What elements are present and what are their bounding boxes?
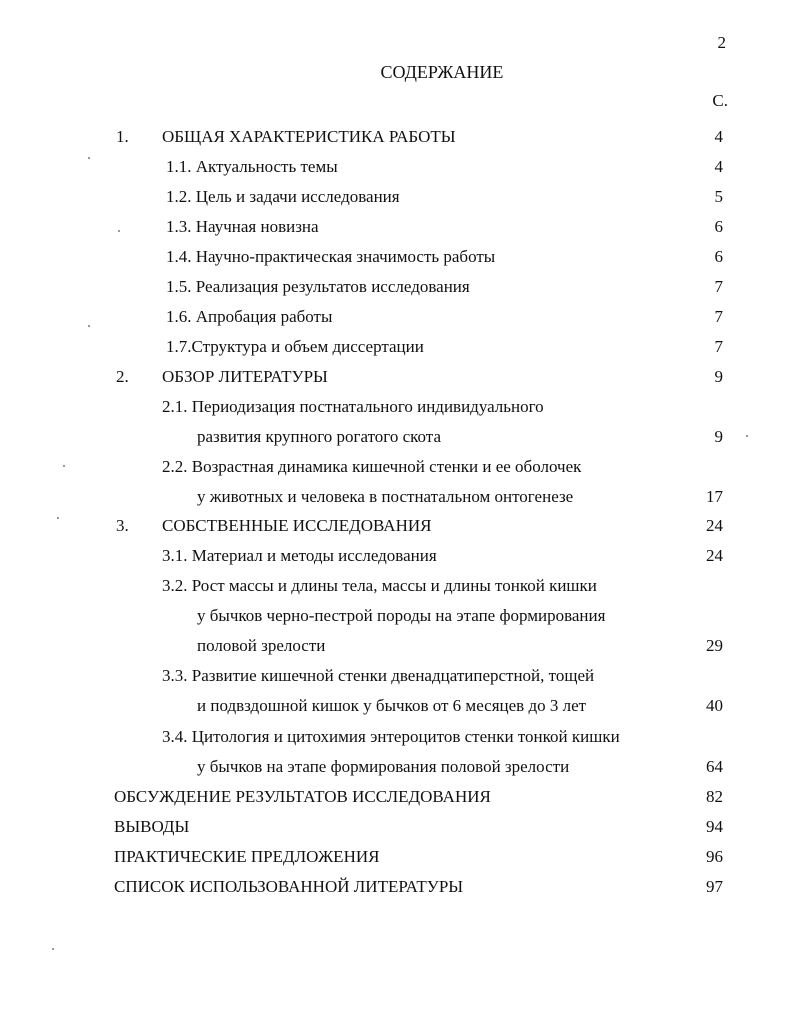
- toc-label: 1.6. Апробация работы: [166, 307, 333, 326]
- toc-page: 24: [706, 516, 723, 535]
- toc-page: 7: [714, 337, 723, 356]
- toc-label-continuation: у бычков черно-пестрой породы на этапе формирования: [197, 606, 606, 625]
- toc-label: ПРАКТИЧЕСКИЕ ПРЕДЛОЖЕНИЯ: [114, 847, 380, 866]
- toc-page: 4: [714, 157, 723, 176]
- toc-label-continuation: и подвздошной кишок у бычков от 6 месяцев до 3 лет: [197, 696, 587, 715]
- toc-label: 1.3. Научная новизна: [166, 217, 319, 236]
- toc-page: 9: [714, 427, 723, 446]
- toc-page: 17: [706, 487, 723, 506]
- toc-page: 64: [706, 757, 723, 776]
- toc-label: 3.2. Рост массы и длины тела, массы и длины тонкой кишки: [162, 576, 597, 595]
- scan-speck: [57, 517, 59, 519]
- toc-label-continuation: у животных и человека в постнатальном онтогенезе: [197, 487, 574, 506]
- toc-label: ОБЩАЯ ХАРАКТЕРИСТИКА РАБОТЫ: [162, 127, 456, 146]
- toc-label: 1.5. Реализация результатов исследования: [166, 277, 470, 296]
- toc-label: СПИСОК ИСПОЛЬЗОВАННОЙ ЛИТЕРАТУРЫ: [114, 877, 464, 896]
- toc-page: 24: [706, 546, 723, 565]
- toc-page: 6: [714, 217, 723, 236]
- toc-label: 1.2. Цель и задачи исследования: [166, 187, 400, 206]
- toc-label-continuation: развития крупного рогатого скота: [197, 427, 441, 446]
- scan-speck: [118, 230, 120, 232]
- scan-speck: [746, 435, 748, 437]
- toc-page: 96: [706, 847, 723, 866]
- toc-label: ВЫВОДЫ: [114, 817, 190, 836]
- toc-page: 5: [714, 187, 723, 206]
- section-number: 3.: [116, 516, 129, 535]
- page-column-label: С.: [712, 91, 728, 110]
- scan-speck: [88, 325, 90, 327]
- toc-label: ОБСУЖДЕНИЕ РЕЗУЛЬТАТОВ ИССЛЕДОВАНИЯ: [114, 787, 491, 806]
- toc-page: 82: [706, 787, 723, 806]
- section-number: 1.: [116, 127, 129, 146]
- toc-label: 2.1. Периодизация постнатального индивидуального: [162, 397, 544, 416]
- toc-label: 1.1. Актуальность темы: [166, 157, 338, 176]
- page-title: СОДЕРЖАНИЕ: [380, 62, 504, 82]
- toc-label: 3.1. Материал и методы исследования: [162, 546, 437, 565]
- toc-label: 3.3. Развитие кишечной стенки двенадцатиперстной, тощей: [162, 666, 595, 685]
- toc-page: 7: [714, 277, 723, 296]
- toc-label: 2.2. Возрастная динамика кишечной стенки и ее оболочек: [162, 457, 582, 476]
- section-number: 2.: [116, 367, 129, 386]
- toc-page: 4: [714, 127, 723, 146]
- toc-label: 1.4. Научно-практическая значимость работы: [166, 247, 496, 266]
- toc-page: 6: [714, 247, 723, 266]
- toc-page: 7: [714, 307, 723, 326]
- scan-speck: [63, 465, 65, 467]
- toc-label: ОБЗОР ЛИТЕРАТУРЫ: [162, 367, 328, 386]
- scan-speck: [52, 948, 54, 950]
- toc-page: 9: [714, 367, 723, 386]
- toc-label-continuation: половой зрелости: [197, 636, 326, 655]
- toc-page: 97: [706, 877, 723, 896]
- page-number: 2: [717, 33, 726, 52]
- toc-page: 29: [706, 636, 723, 655]
- toc-label-continuation: у бычков на этапе формирования половой зрелости: [197, 757, 570, 776]
- toc-label: 3.4. Цитология и цитохимия энтероцитов стенки тонкой кишки: [162, 727, 620, 746]
- toc-page: 40: [706, 696, 723, 715]
- toc-label: 1.7.Структура и объем диссертации: [166, 337, 424, 356]
- toc-label: СОБСТВЕННЫЕ ИССЛЕДОВАНИЯ: [162, 516, 432, 535]
- toc-page: 94: [706, 817, 723, 836]
- scan-speck: [88, 157, 90, 159]
